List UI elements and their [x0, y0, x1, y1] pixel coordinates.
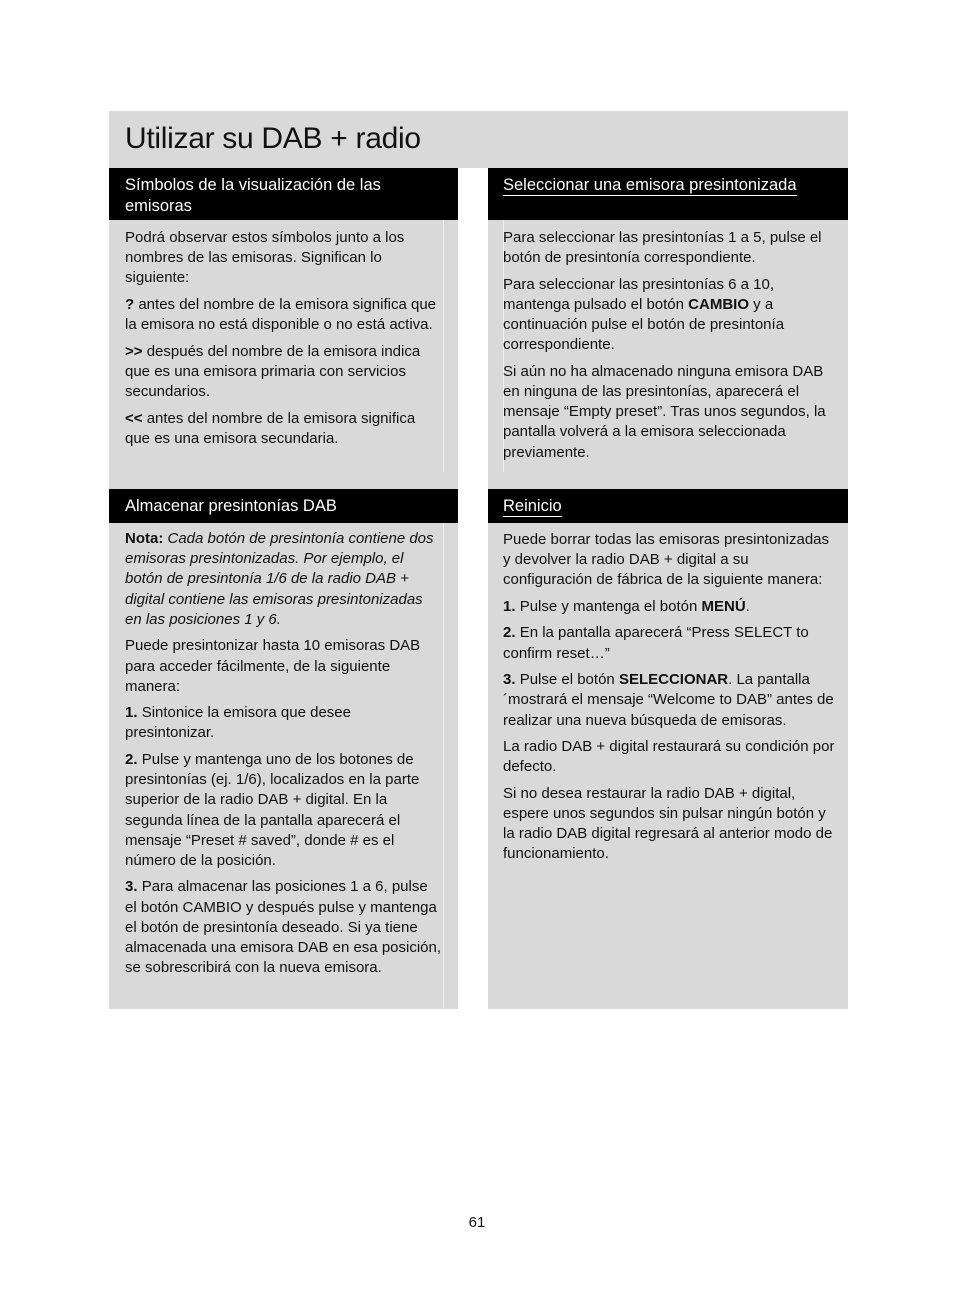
store-step-3	[125, 877, 443, 978]
question-text: antes del nombre de la emisora significa que la emisora no está disponible o no está activa.	[125, 295, 437, 334]
symbols-heading-line2: emisoras	[125, 197, 192, 215]
page-number: 61	[468, 1214, 486, 1231]
reset-step-3-b: . La pantalla ´mostrará el mensaje “Welcome to DAB” antes de realizar una nueva búsqueda de emisoras.	[503, 671, 834, 729]
store-step-1-text: Sintonice la emisora que desee presintonizar.	[125, 704, 351, 742]
store-step-3-text: Para almacenar las posiciones 1 a 6, pulse el botón CAMBIO y después pulse y mantenga el botón de presintonía deseado. Si ya tiene almacenada una emisora DAB en esa posición, se sobrescribirá con la nueva emisora.	[125, 878, 442, 977]
symbols-heading-line1: Símbolos de la visualización de las	[125, 176, 381, 194]
store-step-2-num: 2.	[125, 750, 138, 768]
select-preset-body	[503, 228, 836, 469]
secondary-text: antes del nombre de la emisora significa que es una emisora secundaria.	[125, 409, 416, 447]
left-column-rule-lower	[443, 522, 444, 1008]
symbols-secondary	[125, 409, 443, 449]
secondary-symbol: <<	[125, 409, 143, 427]
reset-step-3	[503, 670, 836, 731]
reset-cancel: Si no desea restaurar la radio DAB + digital, espere unos segundos sin pulsar ningún botón y la radio DAB digital regresará al anterior modo de funcionamiento.	[503, 784, 833, 863]
reset-step-2-num: 2.	[503, 624, 516, 642]
column-gap	[458, 168, 488, 1009]
symbols-heading	[109, 168, 458, 220]
reset-step-1-b: .	[745, 597, 750, 615]
symbols-primary	[125, 342, 443, 403]
primary-text: después del nombre de la emisora indica que es una emisora primaria con servicios secundarios.	[125, 342, 421, 401]
store-note	[125, 529, 443, 630]
reset-step-2	[503, 623, 836, 663]
reset-step-1	[503, 597, 836, 617]
reset-step-1-a: Pulse y mantenga el botón	[519, 597, 702, 615]
select-preset-heading-text: Seleccionar una emisora presintonizada	[503, 176, 797, 194]
select-preset-p3: Si aún no ha almacenado ninguna emisora DAB en ninguna de las presintonías, aparecerá el mensaje “Empty preset”. Tras unos segundos, la pantalla volverá a la emisora seleccionada previamente.	[503, 362, 826, 461]
cambio-label: CAMBIO	[688, 295, 749, 313]
reset-heading-text: Reinicio	[503, 497, 562, 515]
primary-symbol: >>	[125, 342, 143, 360]
question-symbol: ?	[125, 295, 135, 313]
reset-intro: Puede borrar todas las emisoras presintonizadas y devolver la radio DAB + digital a su configuración de fábrica de la siguiente manera:	[503, 531, 830, 589]
store-presets-body	[125, 529, 443, 985]
reset-step-3-num: 3.	[503, 671, 516, 689]
store-step-3-num: 3.	[125, 878, 138, 896]
reset-heading	[488, 489, 848, 523]
symbols-body	[125, 228, 443, 455]
page-title: Utilizar su DAB + radio	[125, 122, 421, 155]
reset-body	[503, 530, 836, 871]
note-label: Nota:	[125, 530, 164, 547]
store-intro: Puede presintonizar hasta 10 emisoras DAB para acceder fácilmente, de la siguiente manera:	[125, 637, 421, 695]
store-presets-heading-text: Almacenar presintonías DAB	[125, 497, 337, 515]
note-text: Cada botón de presintonía contiene dos emisoras presintonizadas. Por ejemplo, el botón de presintonía 1/6 de la radio DAB + digital contiene las emisoras presintonizadas en las posiciones 1 y 6.	[125, 530, 434, 628]
reset-step-2-text: En la pantalla aparecerá “Press SELECT to confirm reset…”	[503, 624, 809, 662]
symbols-intro: Podrá observar estos símbolos junto a los nombres de las emisoras. Significan lo siguiente:	[125, 229, 405, 287]
select-preset-p2-a: Para seleccionar las presintonías 6 a 10, mantenga pulsado el botón	[503, 275, 774, 313]
select-preset-p1: Para seleccionar las presintonías 1 a 5, pulse el botón de presintonía correspondiente.	[503, 229, 822, 267]
seleccionar-label: SELECCIONAR	[618, 671, 729, 689]
store-presets-heading	[109, 489, 458, 523]
store-step-2	[125, 750, 443, 871]
reset-restore: La radio DAB + digital restaurará su condición por defecto.	[503, 738, 835, 776]
menu-label: MENÚ	[701, 597, 746, 615]
symbols-question	[125, 295, 443, 335]
reset-step-3-a: Pulse el botón	[519, 671, 619, 689]
left-column-rule	[443, 220, 444, 472]
reset-step-1-num: 1.	[503, 597, 516, 615]
select-preset-p2-b: y a continuación pulse el botón de presintonía correspondiente.	[503, 295, 785, 354]
select-preset-heading	[488, 168, 848, 220]
store-step-2-text: Pulse y mantenga uno de los botones de presintonías (ej. 1/6), localizados en la parte superior de la radio DAB + digital. En la segunda línea de la pantalla aparecerá el mensaje “Preset # saved”, donde # es el número de la posición.	[125, 750, 420, 869]
store-step-1-num: 1.	[125, 704, 138, 722]
store-step-1	[125, 703, 443, 743]
select-preset-p2	[503, 275, 836, 356]
